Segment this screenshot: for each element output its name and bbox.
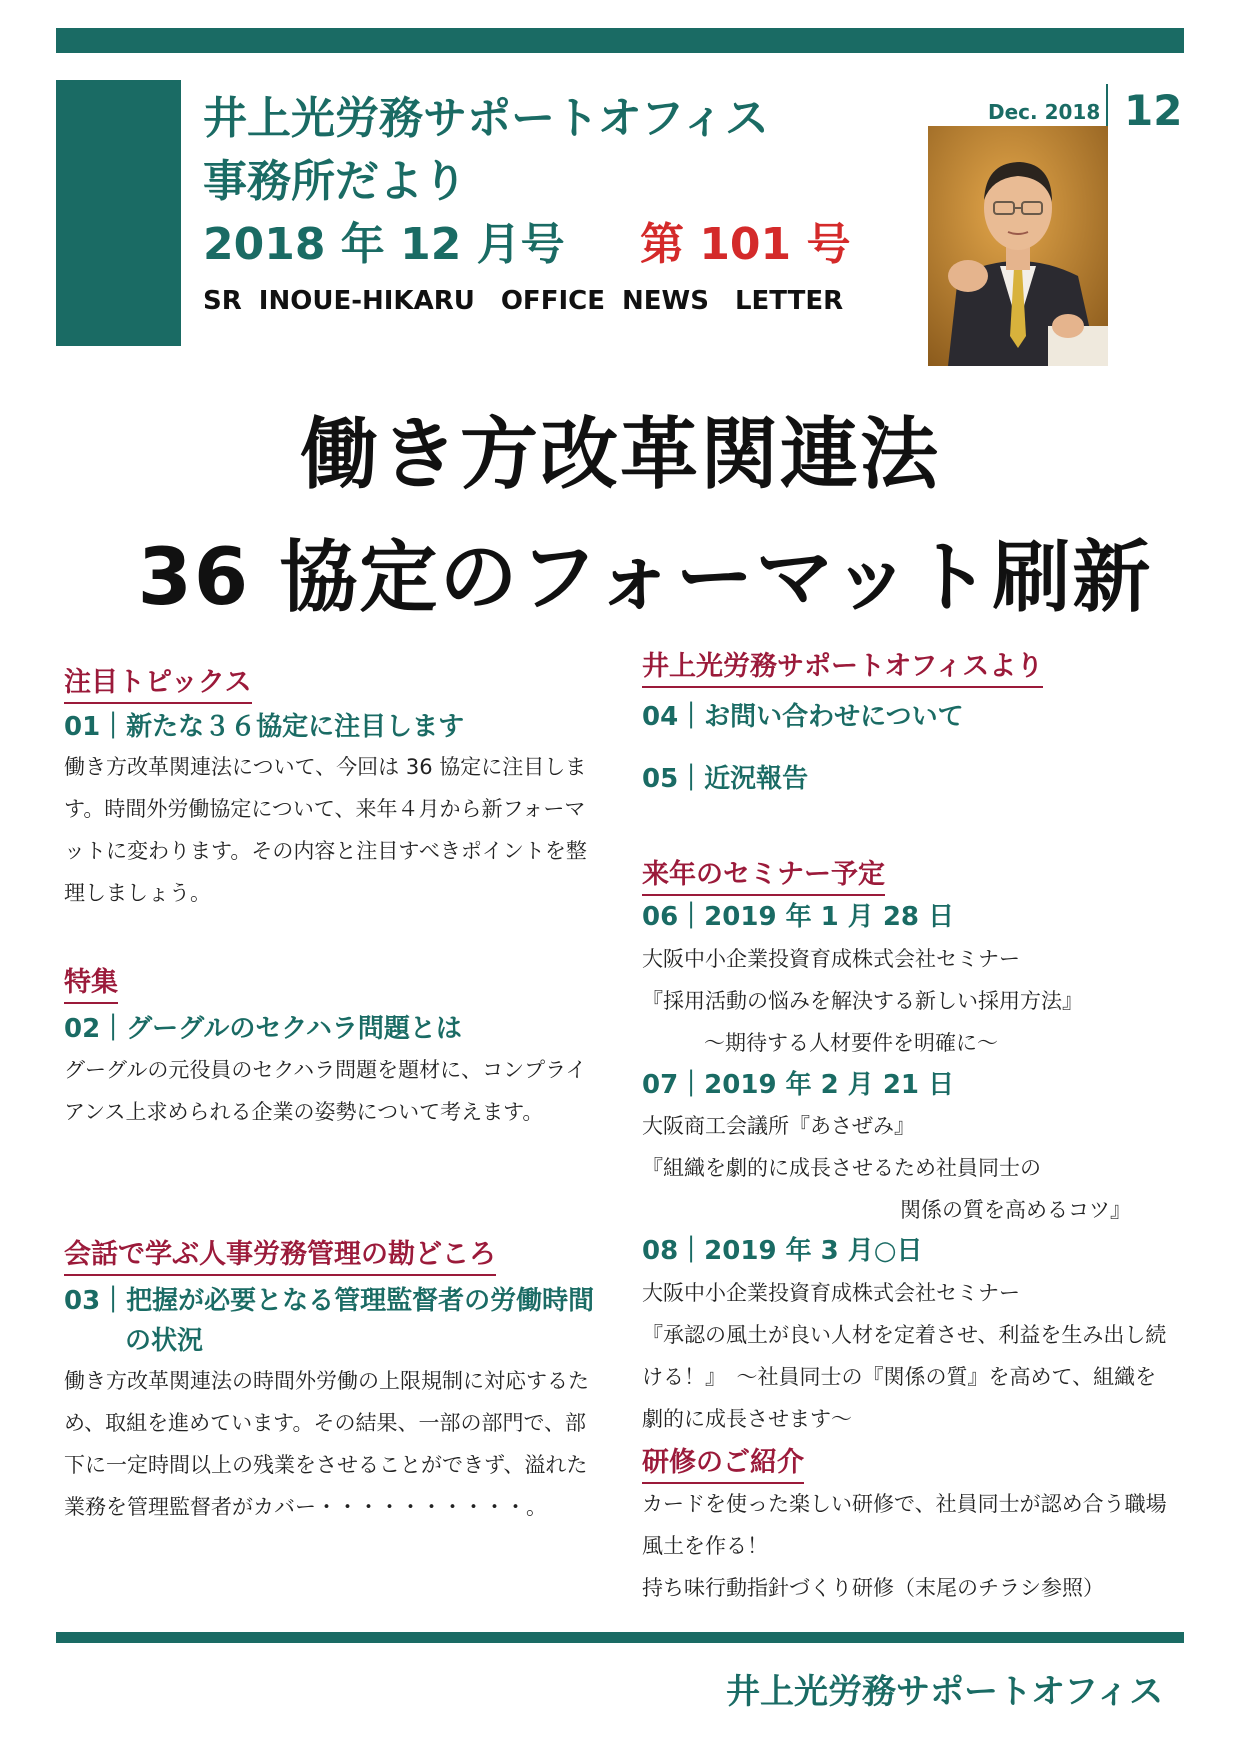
item-01-heading[interactable]: 01｜新たな３６協定に注目します <box>64 712 465 742</box>
section-heading-seminar: 来年のセミナー予定 <box>642 852 885 896</box>
footer-office-name: 井上光労務サポートオフィス <box>726 1672 1164 1712</box>
section-heading-feature: 特集 <box>64 960 118 1004</box>
main-title-line1: 働き方改革関連法 <box>299 410 940 500</box>
item-03-heading[interactable]: 03｜把握が必要となる管理監督者の労働時間 <box>64 1286 595 1316</box>
portrait-photo <box>928 126 1108 366</box>
month-number: 12 <box>1124 86 1183 135</box>
office-name: 井上光労務サポートオフィス <box>203 93 769 144</box>
seminar-1-title: 『採用活動の悩みを解決する新しい採用方法』 <box>642 989 1083 1013</box>
training-line-2: 風土を作る！ <box>642 1534 768 1558</box>
top-bar <box>56 28 1184 53</box>
seminar-1-organizer: 大阪中小企業投資育成株式会社セミナー <box>642 947 1020 971</box>
item-05-heading[interactable]: 05｜近況報告 <box>642 764 809 794</box>
portrait-illustration <box>928 126 1108 366</box>
item-07-heading[interactable]: 07｜2019 年 2 月 21 日 <box>642 1070 955 1100</box>
training-line-1: カードを使った楽しい研修で、社員同士が認め合う職場 <box>642 1492 1167 1516</box>
seminar-3-title-continued: ける！』 ～社員同士の『関係の質』を高めて、組織を <box>642 1365 1157 1389</box>
training-line-3: 持ち味行動指針づくり研修（末尾のチラシ参照） <box>642 1576 1104 1600</box>
seminar-3-organizer: 大阪中小企業投資育成株式会社セミナー <box>642 1281 1020 1305</box>
section-heading-training: 研修のご紹介 <box>642 1440 804 1484</box>
item-04-heading[interactable]: 04｜お問い合わせについて <box>642 702 964 732</box>
item-02-heading[interactable]: 02｜グーグルのセクハラ問題とは <box>64 1014 462 1044</box>
seminar-2-title: 『組織を劇的に成長させるため社員同士の <box>642 1156 1041 1180</box>
item-02-body: グーグルの元役員のセクハラ問題を題材に、コンプライアンス上求められる企業の姿勢について考えます。 <box>64 1058 587 1124</box>
seminar-2-organizer: 大阪商工会議所『あさぜみ』 <box>642 1114 915 1138</box>
seminar-3-title: 『承認の風土が良い人材を定着させ、利益を生み出し続 <box>642 1323 1167 1347</box>
section-heading-topics: 注目トピックス <box>64 660 252 704</box>
section-heading-conversation: 会話で学ぶ人事労務管理の勘どころ <box>64 1232 496 1276</box>
item-01-body: 働き方改革関連法について、今回は 36 協定に注目します。時間外労働協定について、来年４月から新フォーマットに変わります。その内容と注目すべきポイントを整理しましょう。 <box>64 755 587 905</box>
seminar-2-title-continued: 関係の質を高めるコツ』 <box>900 1198 1131 1222</box>
issue-date: 2018 年 12 月号 <box>203 219 565 270</box>
bottom-bar <box>56 1632 1184 1643</box>
item-03-body: 働き方改革関連法の時間外労働の上限規制に対応するため、取組を進めています。その結果、一部の部門で、部下に一定時間以上の残業をさせることができず、溢れた業務を管理監督者がカバー・・・・・・・・・・。 <box>64 1369 589 1519</box>
header-color-block <box>56 80 181 346</box>
item-08-heading[interactable]: 08｜2019 年 3 月○日 <box>642 1236 923 1266</box>
date-english: Dec. 2018 <box>988 100 1101 124</box>
section-heading-office: 井上光労務サポートオフィスより <box>642 644 1043 688</box>
item-06-heading[interactable]: 06｜2019 年 1 月 28 日 <box>642 902 955 932</box>
english-subtitle: SR INOUE-HIKARU OFFICE NEWS LETTER <box>203 286 844 316</box>
newsletter-name: 事務所だより <box>203 156 467 207</box>
main-title-line2: 36 協定のフォーマット刷新 <box>137 533 1153 623</box>
seminar-1-subtitle: ～期待する人材要件を明確に～ <box>704 1031 998 1055</box>
seminar-3-subtitle: 劇的に成長させます～ <box>642 1407 852 1431</box>
item-03-heading-continued[interactable]: の状況 <box>125 1326 204 1356</box>
issue-number: 第 101 号 <box>640 219 851 270</box>
